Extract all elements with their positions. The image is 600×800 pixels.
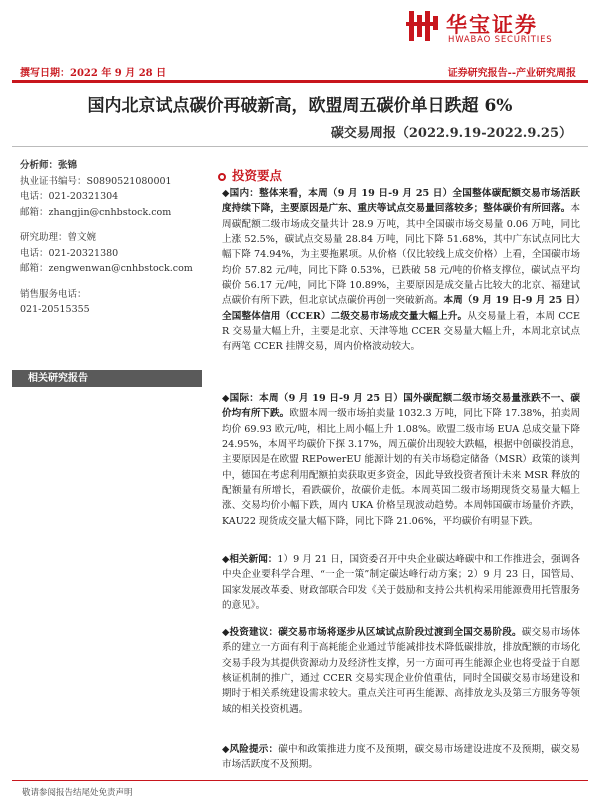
target-icon bbox=[218, 173, 226, 181]
domestic-lead-ccer: 本周（9 月 19 日-9 月 25 日）全国整体信用（CCER）二级交易市场成交量大幅上升。 bbox=[222, 295, 580, 322]
risk-lead: ◆风险提示： bbox=[222, 744, 279, 755]
news-lead: ◆相关新闻： bbox=[222, 554, 278, 565]
assistant-email[interactable]: 邮箱：zengwenwan@cnhbstock.com bbox=[20, 263, 193, 274]
title-divider bbox=[12, 146, 588, 147]
domestic-lead: ◆国内：整体来看，本周（9 月 19 日-9 月 25 日）全国整体碳配额交易市场活跃度持续下降，主要原因是广东、重庆等试点交易量回落较多；整体碳价有所回落。 bbox=[222, 188, 580, 215]
assistant-phone: 电话：021-20321380 bbox=[20, 247, 119, 259]
analyst-email[interactable]: 邮箱：zhangjin@cnhbstock.com bbox=[20, 206, 172, 218]
sales-phone: 021-20515355 bbox=[20, 304, 90, 315]
domestic-paragraph bbox=[222, 186, 580, 355]
report-date: 撰写日期：2022 年 9 月 28 日 bbox=[20, 68, 167, 79]
analyst-name: 分析师：张锦 bbox=[20, 160, 78, 171]
report-subtitle: 碳交易周报（2022.9.19-2022.9.25） bbox=[330, 126, 572, 141]
international-body: 欧盟本周一级市场拍卖量 1032.3 万吨，同比下降 17.38%，拍卖周均价 69.93 欧元/吨，相比上周小幅上升 1.08%。欧盟二级市场 EUA 总成交量下降 24.95%，本周平均碳价下探 3.17%，周五碳价出现较大跌幅，根据中创碳投消息，主要原因是在欧盟 REPowerEU 能源计划的有关市场稳定储备（MSR）政策的谈判中，德国在考虑利用配额拍卖获取更多资金，因此导致投资者预计未来 MSR 释放的配额量有所增长，看跌碳价，故碳价走低。本周英国二级市场期现货交易量大幅上涨、交易均价小幅下跌，周内 UKA 价格呈现波动趋势。本周韩国碳市场量价齐跌，KAU22 现货成交量大幅下降，同比下降 21.06%，平均碳价有明显下跌。 bbox=[222, 408, 580, 527]
section-title-text: 投资要点 bbox=[232, 168, 283, 183]
footer-disclaimer: 敬请参阅报告结尾处免责声明 bbox=[22, 788, 133, 798]
brand-logo bbox=[406, 8, 578, 48]
related-reports-header: 相关研究报告 bbox=[12, 370, 202, 387]
assistant-name: 研究助理：曾文婉 bbox=[20, 232, 97, 243]
sales-label: 销售服务电话： bbox=[20, 288, 87, 300]
investment-advice-paragraph bbox=[222, 625, 580, 717]
domestic-body-ccer: 从交易量上看，本周 CCER 交易量大幅上升，主要是北京、天津等地 CCER 交易量大幅上升，本周北京试点有两笔 CCER 挂牌交易，周内价格波动较大。 bbox=[222, 310, 580, 353]
hwabao-logo-mark-icon bbox=[406, 8, 440, 44]
investment-highlights-title bbox=[218, 166, 282, 184]
news-body: 1）9 月 21 日，国资委召开中央企业碳达峰碳中和工作推进会，强调各中央企业要科学合理、“一企一策”制定碳达峰行动方案；2）9 月 23 日，国管局、国家发展改革委、财政部联合印发《关于鼓励和支持公共机构采用能源费用托管服务的意见》。 bbox=[222, 554, 580, 612]
report-title: 国内北京试点碳价再破新高，欧盟周五碳价单日跌超 6% bbox=[87, 96, 513, 116]
header-rule bbox=[12, 80, 588, 83]
footer-rule bbox=[12, 780, 588, 781]
domestic-body: 本周碳配额二级市场成交量共计 28.9 万吨，其中全国碳市场交易量 0.06 万吨，同比上涨 52.5%，碳试点交易量 28.84 万吨，同比下降 51.68%，其中广东试点同比大幅下降 74.94%，为主要拖累项。从价格（仅比较线上成交价格）上看，全国碳市场均价 57.82 元/吨，同比下降 0.53%，已跌破 58 元/吨的价格支撑位，碳试点平均碳价 56.17 元/吨，同比下降 10.89%，主要原因是成交量占比较大的北京、福建试点碳价有所下跌，但北京试点碳价再创一突破新高。 bbox=[222, 203, 580, 307]
international-lead: ◆国际：本周（9 月 19 日-9 月 25 日）国外碳配额二级市场交易量涨跌不一、碳价均有所下跌。 bbox=[222, 393, 580, 420]
advice-body: 碳交易市场体系的建立一方面有利于高耗能企业通过节能减排技术降低碳排放，排放配额的市场化交易手段为其提供资源动力及经济性支撑，另一方面可再生能源企业也将受益于自愿核证机制的推广，通过 CCER 交易实现企业价值重估，同时全国碳交易市场建设和期时于相关系统建设需求较大。重点关注可再生能源、高排放龙头及第三方服务等领域的相关投资机遇。 bbox=[222, 627, 580, 715]
analyst-license: 执业证书编号：S0890521080001 bbox=[20, 175, 172, 187]
analyst-info bbox=[20, 158, 200, 318]
brand-name-cn: 华宝证券 bbox=[446, 13, 538, 37]
analyst-phone: 电话：021-20321304 bbox=[20, 191, 119, 202]
report-type: 证券研究报告--产业研究周报 bbox=[447, 68, 576, 79]
risk-body: 碳中和政策推进力度不及预期，碳交易市场建设进度不及预期，碳交易市场活跃度不及预期。 bbox=[222, 744, 581, 771]
advice-lead: ◆投资建议：碳交易市场将逐步从区域试点阶段过渡到全国交易阶段。 bbox=[222, 627, 522, 638]
international-paragraph bbox=[222, 391, 580, 529]
brand-name-en: HWABAO SECURITIES bbox=[448, 35, 553, 45]
news-paragraph bbox=[222, 552, 580, 613]
risk-paragraph bbox=[222, 742, 580, 773]
